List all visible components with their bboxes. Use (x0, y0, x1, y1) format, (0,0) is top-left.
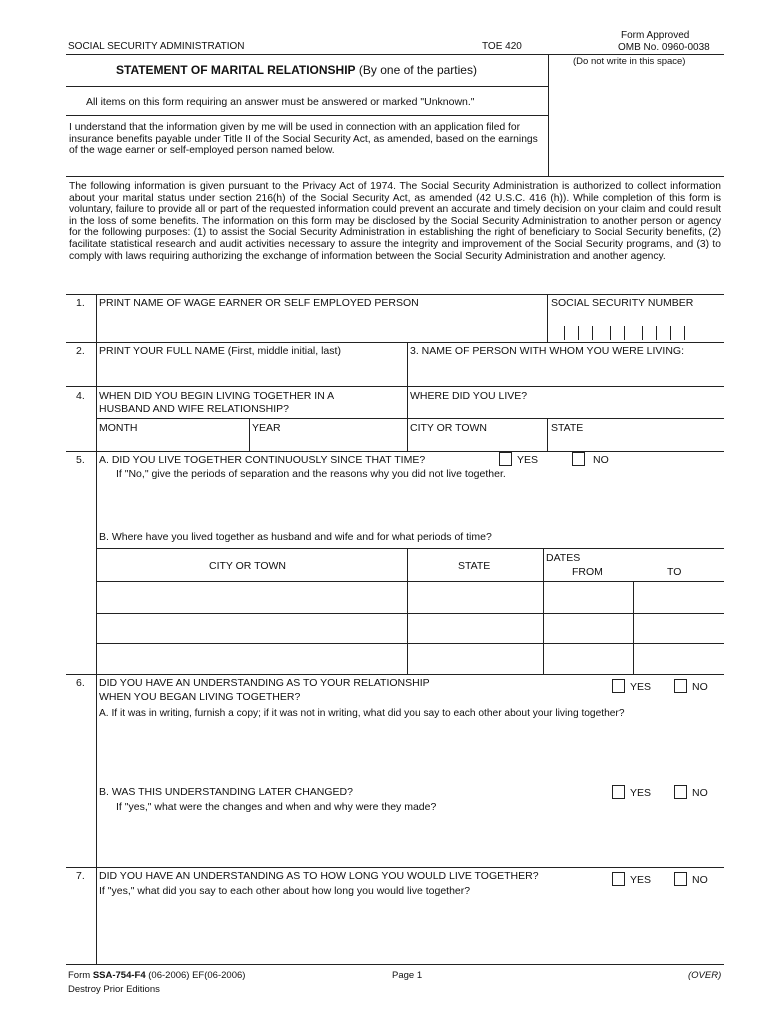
wage-earner-name-field[interactable] (99, 312, 543, 340)
table-header-to: TO (667, 566, 682, 578)
q1-number: 1. (76, 297, 85, 309)
page-number: Page 1 (392, 970, 423, 981)
q5a-yes-checkbox[interactable] (499, 452, 512, 466)
q6b-yes-checkbox[interactable] (612, 785, 625, 799)
form-prefix: Form (68, 970, 91, 981)
q4-label-line1: WHEN DID YOU BEGIN LIVING TOGETHER IN A (99, 390, 335, 402)
form-number: SSA-754-F4 (92, 970, 146, 981)
q5a-no-checkbox[interactable] (572, 452, 585, 466)
form-edition: (06-2006) EF(06-2006) (148, 970, 246, 981)
state-field[interactable] (551, 436, 721, 449)
destroy-prior-editions: Destroy Prior Editions (68, 984, 160, 995)
q5-number: 5. (76, 454, 85, 466)
q6a-answer-area[interactable] (99, 722, 719, 782)
q6-yes-label: YES (630, 681, 652, 693)
ssn-label: SOCIAL SECURITY NUMBER (551, 297, 694, 309)
month-label: MONTH (99, 422, 138, 434)
q7-yes-checkbox[interactable] (612, 872, 625, 886)
city-label: CITY OR TOWN (410, 422, 488, 434)
q7-number: 7. (76, 870, 85, 882)
table-row[interactable] (97, 614, 723, 643)
q4-number: 4. (76, 390, 85, 402)
q7-followup: If "yes," what did you say to each other about how long you would live together? (99, 885, 471, 897)
q6-number: 6. (76, 677, 85, 689)
state-label: STATE (551, 422, 584, 434)
q6b-yes-label: YES (630, 787, 652, 799)
form-title-bold: STATEMENT OF MARITAL RELATIONSHIP (116, 63, 356, 77)
q2-number: 2. (76, 345, 85, 357)
office-use-note: (Do not write in this space) (573, 56, 686, 67)
q6a-label: A. If it was in writing, furnish a copy; if it was not in writing, what did you say to each other about your living together? (99, 708, 625, 719)
q1-label: PRINT NAME OF WAGE EARNER OR SELF EMPLOYED PERSON (99, 297, 419, 309)
q6b-followup: If "yes," what were the changes and when and why were they made? (116, 801, 437, 813)
over-indicator: (OVER) (688, 970, 722, 981)
q7-label: DID YOU HAVE AN UNDERSTANDING AS TO HOW LONG YOU WOULD LIVE TOGETHER? (99, 870, 539, 882)
living-partner-name-field[interactable] (410, 360, 720, 384)
approval-line-1: Form Approved (621, 30, 690, 41)
form-title-normal: (By one of the parties) (358, 63, 477, 77)
q6b-no-label: NO (692, 787, 708, 799)
q3-label: 3. NAME OF PERSON WITH WHOM YOU WERE LIVING: (410, 345, 684, 357)
month-field[interactable] (99, 436, 245, 449)
answer-all-notice: All items on this form requiring an answer must be answered or marked "Unknown." (86, 96, 475, 108)
q5a-no-label: NO (593, 454, 609, 466)
table-header-city: CITY OR TOWN (209, 560, 287, 572)
table-row[interactable] (97, 644, 723, 673)
approval-line-2: OMB No. 0960-0038 (618, 42, 710, 53)
q7-no-label: NO (692, 874, 708, 886)
agency-name: SOCIAL SECURITY ADMINISTRATION (68, 41, 245, 52)
q5a-label: A. DID YOU LIVE TOGETHER CONTINUOUSLY SINCE THAT TIME? (99, 454, 426, 466)
q6-no-label: NO (692, 681, 708, 693)
privacy-act-statement: The following information is given pursuant to the Privacy Act of 1974. The Social Security Administration is authorized to collect information about your marital status under section 216(h) of the Social Security Act, as amended (42 U.S.C. 416 (h)). While completion of this form is voluntary, failure to provide all or part of the requested information could prevent an accurate and timely decision on your claim and could result in the loss of some benefits. The information on this form may be disclosed by the Social Security Administration to another person or agency for the following purposes: (1) to assist the Social Security Administration in establishing the right of beneficiary to Social Security benefits, (2) facilitate statistical research and audit activities necessary to assure the integrity and improvement of the Social Security programs, and (3) to comply with laws requiring authorizing the exchange of information between the Social Security Administration and another agency. (69, 181, 721, 262)
year-label: YEAR (252, 422, 281, 434)
q6-label-line2: WHEN YOU BEGAN LIVING TOGETHER? (99, 691, 301, 703)
table-header-from: FROM (572, 566, 603, 578)
q7-no-checkbox[interactable] (674, 872, 687, 886)
q6-no-checkbox[interactable] (674, 679, 687, 693)
form-id (68, 971, 245, 982)
q4-label-line2: HUSBAND AND WIFE RELATIONSHIP? (99, 403, 290, 415)
q5b-label: B. Where have you lived together as husband and wife and for what periods of time? (99, 531, 492, 543)
table-header-state: STATE (458, 560, 491, 572)
where-did-you-live-label: WHERE DID YOU LIVE? (410, 390, 528, 402)
your-full-name-field[interactable] (99, 360, 403, 384)
q6b-no-checkbox[interactable] (674, 785, 687, 799)
year-field[interactable] (252, 436, 402, 449)
q6b-answer-area[interactable] (99, 815, 719, 865)
form-title (116, 64, 477, 78)
q7-answer-area[interactable] (99, 900, 719, 962)
table-row[interactable] (97, 582, 723, 613)
ssn-field[interactable] (551, 322, 721, 340)
q2-label: PRINT YOUR FULL NAME (First, middle initial, last) (99, 345, 341, 357)
office-use-box (550, 70, 722, 176)
form-code: TOE 420 (482, 41, 522, 52)
q6-label-line1: DID YOU HAVE AN UNDERSTANDING AS TO YOUR RELATIONSHIP (99, 677, 430, 689)
q5a-yes-label: YES (517, 454, 539, 466)
understanding-statement: I understand that the information given by me will be used in connection with an application filed for insurance benefits payable under Title II of the Social Security Act, as amended, based on the earnings of the wage earner or self-employed person named below. (69, 122, 538, 157)
q5a-followup: If "No," give the periods of separation and the reasons why you did not live together. (116, 468, 506, 480)
q7-yes-label: YES (630, 874, 652, 886)
q5a-answer-area[interactable] (99, 482, 719, 526)
table-header-dates: DATES (546, 552, 581, 564)
q6b-label: B. WAS THIS UNDERSTANDING LATER CHANGED? (99, 786, 353, 798)
q6-yes-checkbox[interactable] (612, 679, 625, 693)
city-field[interactable] (410, 436, 544, 449)
